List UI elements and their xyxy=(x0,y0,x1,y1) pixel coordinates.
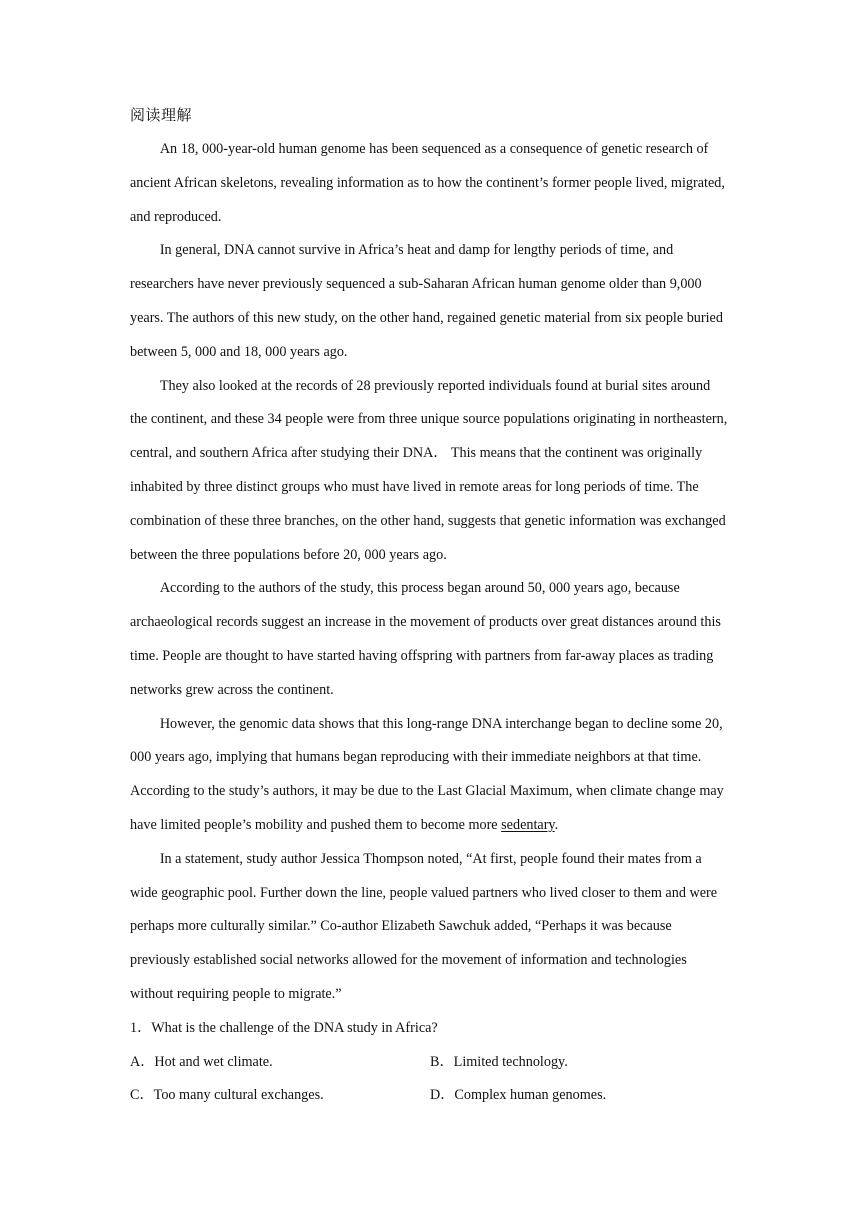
option-a[interactable]: A．Hot and wet climate. xyxy=(130,1053,273,1070)
passage-paragraph-2: In general, DNA cannot survive in Africa’s heat and damp for lengthy periods of time, and researchers have never previously sequenced a sub-Saharan African human genome older than 9,000 years. The authors of this new study, on the other hand, regained genetic material from six people buried between 5, 000 and 18, 000 years ago. xyxy=(130,242,723,360)
option-c[interactable]: C．Too many cultural exchanges. xyxy=(130,1087,324,1104)
option-d[interactable]: D．Complex human genomes. xyxy=(430,1087,607,1104)
passage-paragraph-4: According to the authors of the study, this process began around 50, 000 years ago, because archaeological records suggest an increase in the movement of products over great distances around this time. People are thought to have started having offspring with partners from far-away places as trading networks grew across the continent. xyxy=(130,580,721,698)
question-1-stem: 1．What is the challenge of the DNA study in Africa? xyxy=(130,1019,438,1036)
paragraph-5-end: . xyxy=(554,816,559,833)
paragraph-5-text: However, the genomic data shows that this long-range DNA interchange began to decline some 20, 000 years ago, implying that humans began reproducing with their immediate neighbors at that time. According to the study’s authors, it may be due to the Last Glacial Maximum, when climate change may have limited people’s mobility and pushed them to become more xyxy=(130,715,724,833)
passage-paragraph-3: They also looked at the records of 28 previously reported individuals found at burial sites around the continent, and these 34 people were from three unique source populations originating in northeastern, central, and southern Africa after studying their DNA． This means that the continent was originally inhabited by three distinct groups who must have lived in remote areas for long periods of time. The combination of these three branches, on the other hand, suggests that genetic information was exchanged between the three populations before 20, 000 years ago. xyxy=(130,377,728,563)
question-1-options xyxy=(130,1046,730,1114)
option-b[interactable]: B．Limited technology. xyxy=(430,1053,568,1070)
passage-paragraph-1: An 18, 000-year-old human genome has been sequenced as a consequence of genetic research of ancient African skeletons, revealing information as to how the continent’s former people lived, migrated, and reproduced. xyxy=(130,141,725,225)
section-title: 阅读理解 xyxy=(130,108,193,124)
underlined-word-sedentary: sedentary xyxy=(501,816,555,833)
passage-paragraph-6: In a statement, study author Jessica Thompson noted, “At first, people found their mates from a wide geographic pool. Further down the line, people valued partners who lived closer to them and were perhaps more culturally similar.” Co-author Elizabeth Sawchuk added, “Perhaps it was because previously established social networks allowed for the movement of information and technologies without requiring people to migrate.” xyxy=(130,850,718,1002)
passage-paragraph-5 xyxy=(130,708,730,843)
document-page xyxy=(130,105,730,1113)
